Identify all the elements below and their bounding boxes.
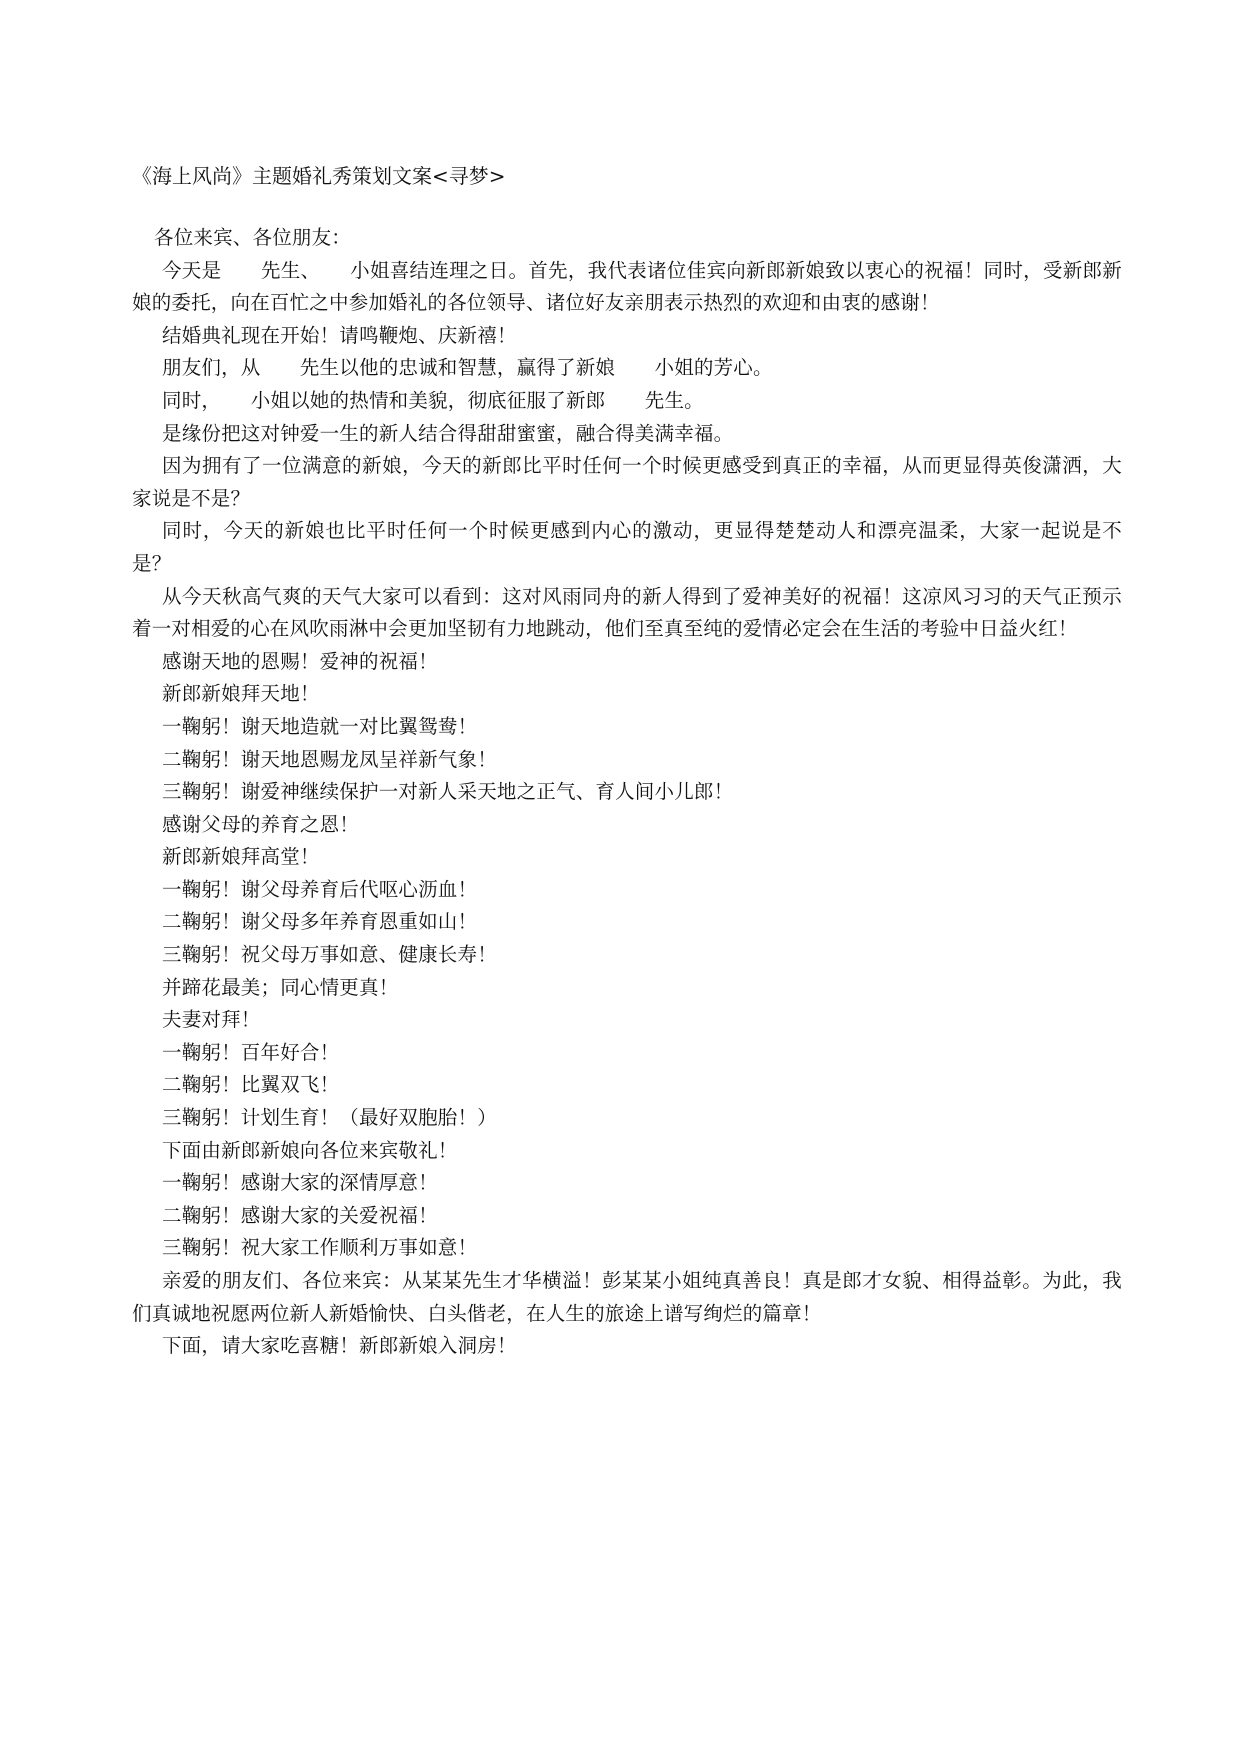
paragraph: 结婚典礼现在开始！请鸣鞭炮、庆新禧！ bbox=[162, 323, 517, 347]
paragraph: 二鞠躬！感谢大家的关爱祝福！ bbox=[162, 1203, 438, 1227]
document-title: 《海上风尚》主题婚礼秀策划文案<寻梦> bbox=[132, 164, 506, 188]
paragraph: 是缘份把这对钟爱一生的新人结合得甜甜蜜蜜，融合得美满幸福。 bbox=[162, 421, 734, 445]
paragraph: 并蹄花最美；同心情更真！ bbox=[162, 975, 399, 999]
paragraph-opening: 今天是 先生、 小姐喜结连理之日。首先，我代表诸位佳宾向新郎新娘致以衷心的祝福！同时，受新郎新娘的委托，向在百忙之中参加婚礼的各位领导、诸位好友亲朋表示热烈的欢迎和由衷的感谢！ bbox=[132, 258, 1122, 315]
document-body bbox=[132, 255, 1122, 1363]
paragraph: 新郎新娘拜天地！ bbox=[162, 682, 320, 706]
paragraph: 感谢父母的养育之恩！ bbox=[162, 812, 360, 836]
paragraph: 三鞠躬！祝父母万事如意、健康长寿！ bbox=[162, 943, 497, 967]
paragraph: 一鞠躬！感谢大家的深情厚意！ bbox=[162, 1171, 438, 1195]
paragraph-closing: 下面，请大家吃喜糖！新郎新娘入洞房！ bbox=[162, 1334, 517, 1358]
paragraph: 朋友们，从 先生以他的忠诚和智慧，赢得了新娘 小姐的芳心。 bbox=[162, 356, 773, 380]
paragraph: 感谢天地的恩赐！爱神的祝福！ bbox=[162, 649, 438, 673]
paragraph: 亲爱的朋友们、各位来宾：从某某先生才华横溢！彭某某小姐纯真善良！真是郎才女貌、相得益彰。为此，我们真诚地祝愿两位新人新婚愉快、白头偕老，在人生的旅途上谱写绚烂的篇章！ bbox=[132, 1269, 1122, 1325]
paragraph: 因为拥有了一位满意的新娘，今天的新郎比平时任何一个时候更感受到真正的幸福，从而更显得英俊潇洒，大家说是不是？ bbox=[132, 454, 1122, 510]
paragraph: 三鞠躬！计划生育！（最好双胞胎！） bbox=[162, 1106, 497, 1130]
paragraph: 二鞠躬！比翼双飞！ bbox=[162, 1073, 340, 1097]
paragraph: 下面由新郎新娘向各位来宾敬礼！ bbox=[162, 1138, 458, 1162]
paragraph: 三鞠躬！谢爱神继续保护一对新人采天地之正气、育人间小儿郎！ bbox=[162, 780, 734, 804]
paragraph: 从今天秋高气爽的天气大家可以看到：这对风雨同舟的新人得到了爱神美好的祝福！这凉风习习的天气正预示着一对相爱的心在风吹雨淋中会更加坚韧有力地跳动，他们至真至纯的爱情必定会在生活的考验中日益火红！ bbox=[132, 584, 1122, 641]
paragraph: 一鞠躬！百年好合！ bbox=[162, 1040, 340, 1064]
paragraph: 夫妻对拜！ bbox=[162, 1008, 261, 1032]
paragraph: 二鞠躬！谢父母多年养育恩重如山！ bbox=[162, 910, 478, 934]
document-page bbox=[132, 160, 1122, 1363]
paragraph: 新郎新娘拜高堂！ bbox=[162, 845, 320, 869]
paragraph: 一鞠躬！谢父母养育后代呕心沥血！ bbox=[162, 877, 478, 901]
paragraph: 二鞠躬！谢天地恩赐龙凤呈祥新气象！ bbox=[162, 747, 497, 771]
paragraph: 三鞠躬！祝大家工作顺利万事如意！ bbox=[162, 1236, 478, 1260]
greeting-line: 各位来宾、各位朋友： bbox=[154, 226, 352, 249]
paragraph: 同时，今天的新娘也比平时任何一个时候更感到内心的激动，更显得楚楚动人和漂亮温柔，大家一起说是不是？ bbox=[132, 519, 1122, 575]
paragraph: 一鞠躬！谢天地造就一对比翼鸳鸯！ bbox=[162, 714, 478, 738]
paragraph: 同时， 小姐以她的热情和美貌，彻底征服了新郎 先生。 bbox=[162, 388, 704, 412]
